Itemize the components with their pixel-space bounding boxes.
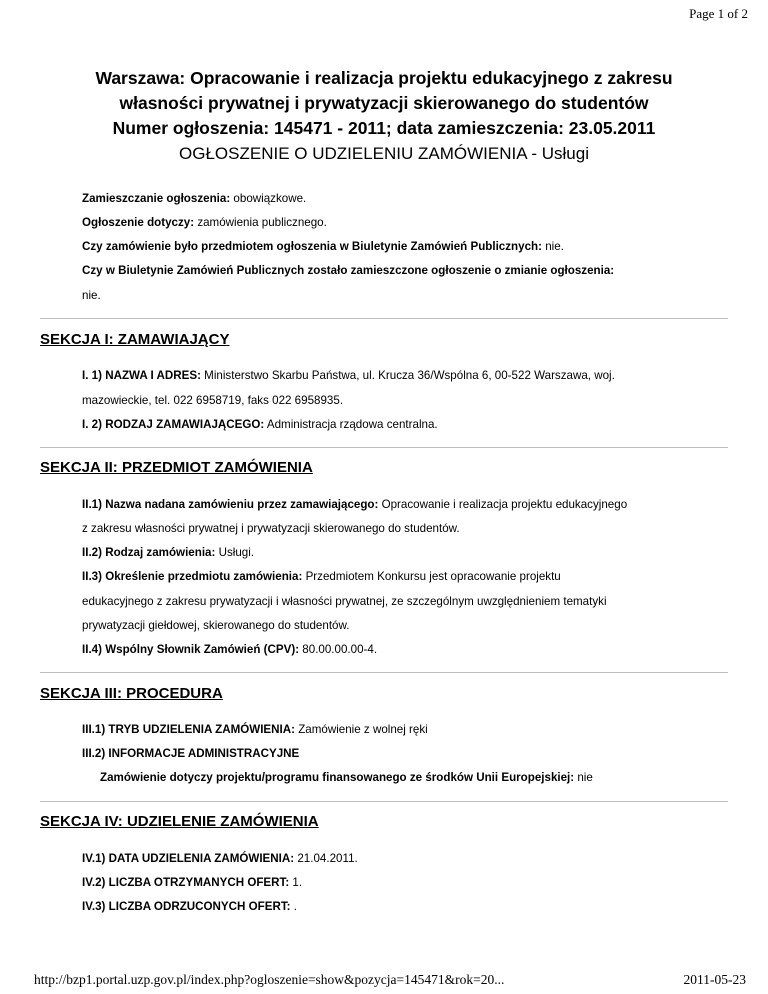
section-1-heading: SEKCJA I: ZAMAWIAJĄCY — [40, 331, 230, 348]
section-2-line — [82, 595, 607, 608]
section-4-line — [82, 852, 358, 865]
section-divider — [40, 801, 728, 802]
section-2-heading: SEKCJA II: PRZEDMIOT ZAMÓWIENIA — [40, 459, 313, 476]
field-value: Zamówienie z wolnej ręki — [294, 723, 428, 736]
field-value: nie. — [82, 289, 101, 302]
intro-line — [82, 240, 564, 253]
section-4-heading: SEKCJA IV: UDZIELENIE ZAMÓWIENIA — [40, 813, 319, 830]
field-label: Zamówienie dotyczy projektu/programu finansowanego ze środków Unii Europejskiej: — [100, 771, 575, 784]
intro-line — [82, 264, 614, 277]
section-2-line — [82, 570, 561, 583]
field-label: III.2) INFORMACJE ADMINISTRACYJNE — [82, 747, 300, 760]
field-label: Czy w Biuletynie Zamówień Publicznych zostało zamieszczone ogłoszenie o zmianie ogłoszenia: — [82, 264, 615, 277]
field-value: nie — [574, 771, 593, 784]
field-label: III.1) TRYB UDZIELENIA ZAMÓWIENIA: — [82, 723, 295, 736]
section-1-line — [82, 394, 343, 407]
field-label: II.2) Rodzaj zamówienia: — [82, 546, 216, 559]
section-3-line — [82, 747, 299, 760]
field-label: II.4) Wspólny Słownik Zamówień (CPV): — [82, 643, 300, 656]
field-label: IV.2) LICZBA OTRZYMANYCH OFERT: — [82, 876, 290, 889]
section-2-line — [82, 522, 460, 535]
section-4-line — [82, 876, 302, 889]
field-label: I. 1) NAZWA I ADRES: — [82, 369, 201, 382]
section-2-line — [82, 498, 627, 511]
field-value: prywatyzacji giełdowej, skierowanego do studentów. — [82, 619, 350, 632]
section-2-line — [82, 643, 377, 656]
field-label: I. 2) RODZAJ ZAMAWIAJĄCEGO: — [82, 418, 265, 431]
field-value: 80.00.00.00-4. — [299, 643, 378, 656]
intro-line — [82, 192, 306, 205]
section-divider — [40, 447, 728, 448]
section-3-line — [82, 723, 428, 736]
field-label: II.1) Nazwa nadana zamówieniu przez zamawiającego: — [82, 498, 379, 511]
field-value: . — [290, 900, 297, 913]
title-line-2: własności prywatnej i prywatyzacji skierowanego do studentów — [119, 93, 649, 113]
section-divider — [40, 318, 728, 319]
field-value: Opracowanie i realizacja projektu edukacyjnego — [378, 498, 628, 511]
section-2-line — [82, 619, 349, 632]
page-indicator: Page 1 of 2 — [689, 6, 748, 21]
field-value: Przedmiotem Konkursu jest opracowanie projektu — [302, 570, 561, 583]
field-value: mazowieckie, tel. 022 6958719, faks 022 6958935. — [82, 394, 344, 407]
field-label: Czy zamówienie było przedmiotem ogłoszenia w Biuletynie Zamówień Publicznych: — [82, 240, 542, 253]
title-line-3: Numer ogłoszenia: 145471 - 2011; data zamieszczenia: 23.05.2011 — [112, 118, 656, 138]
footer-print-date: 2011-05-23 — [683, 972, 746, 987]
field-label: IV.1) DATA UDZIELENIA ZAMÓWIENIA: — [82, 852, 295, 865]
field-label: Zamieszczanie ogłoszenia: — [82, 192, 231, 205]
section-2-line — [82, 546, 254, 559]
field-value: z zakresu własności prywatnej i prywatyzacji skierowanego do studentów. — [82, 522, 460, 535]
field-value: Ministerstwo Skarbu Państwa, ul. Krucza 36/Wspólna 6, 00-522 Warszawa, woj. — [200, 369, 615, 382]
intro-line — [82, 289, 101, 302]
section-3-heading: SEKCJA III: PROCEDURA — [40, 685, 223, 702]
field-label: IV.3) LICZBA ODRZUCONYCH OFERT: — [82, 900, 291, 913]
field-value: Usługi. — [215, 546, 255, 559]
intro-line — [82, 216, 327, 229]
section-3-line — [100, 771, 593, 784]
field-value: nie. — [541, 240, 564, 253]
section-1-line — [82, 369, 615, 382]
title-line-1: Warszawa: Opracowanie i realizacja projektu edukacyjnego z zakresu — [95, 68, 673, 88]
field-value: Administracja rządowa centralna. — [264, 418, 438, 431]
section-divider — [40, 672, 728, 673]
section-4-line — [82, 900, 297, 913]
field-label: II.3) Określenie przedmiotu zamówienia: — [82, 570, 303, 583]
notice-type-subtitle: OGŁOSZENIE O UDZIELENIU ZAMÓWIENIA - Usługi — [179, 144, 589, 163]
field-value: 21.04.2011. — [294, 852, 358, 865]
field-label: Ogłoszenie dotyczy: — [82, 216, 195, 229]
field-value: edukacyjnego z zakresu prywatyzacji i własności prywatnej, ze szczególnym uwzględnieniem tematyki — [82, 595, 607, 608]
field-value: 1. — [289, 876, 303, 889]
field-value: zamówienia publicznego. — [194, 216, 327, 229]
field-value: obowiązkowe. — [230, 192, 307, 205]
section-1-line — [82, 418, 438, 431]
document-title — [40, 66, 728, 167]
footer-url: http://bzp1.portal.uzp.gov.pl/index.php?ogloszenie=show&pozycja=145471&rok=20... — [34, 972, 505, 987]
